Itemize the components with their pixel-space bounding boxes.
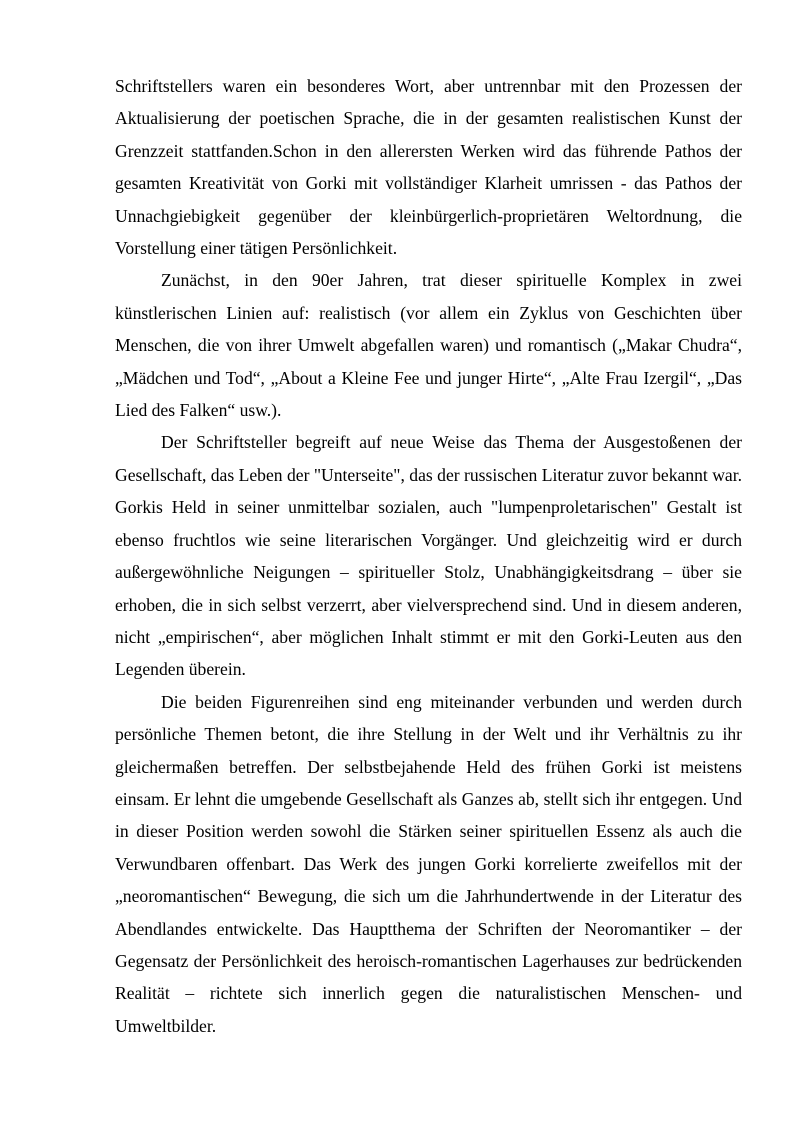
document-page bbox=[115, 70, 742, 1042]
paragraph: Zunächst, in den 90er Jahren, trat dieser spirituelle Komplex in zwei künstlerischen Linien auf: realistisch (vor allem ein Zyklus von Geschichten über Menschen, die von ihrer Umwelt abgefallen waren) und romantisch („Makar Chudra“, „Mädchen und Tod“, „About a Kleine Fee und junger Hirte“, „Alte Frau Izergil“, „Das Lied des Falken“ usw.). bbox=[115, 270, 742, 421]
paragraph-continuation: Schriftstellers waren ein besonderes Wort, aber untrennbar mit den Prozessen der Aktualisierung der poetischen Sprache, die in der gesamten realistischen Kunst der Grenzzeit stattfanden.Schon in den allerersten Werken wird das führende Pathos der gesamten Kreativität von Gorki mit vollständiger Klarheit umrissen - das Pathos der Unnachgiebigkeit gegenüber der kleinbürgerlich-proprietären Weltordnung, die Vorstellung einer tätigen Persönlichkeit. bbox=[115, 76, 742, 259]
paragraph: Die beiden Figurenreihen sind eng miteinander verbunden und werden durch persönliche Themen betont, die ihre Stellung in der Welt und ihr Verhältnis zu ihr gleichermaßen betreffen. Der selbstbejahende Held des frühen Gorki ist meistens einsam. Er lehnt die umgebende Gesellschaft als Ganzes ab, stellt sich ihr entgegen. Und in dieser Position werden sowohl die Stärken seiner spirituellen Essenz als auch die Verwundbaren offenbart. Das Werk des jungen Gorki korrelierte zweifellos mit der „neoromantischen“ Bewegung, die sich um die Jahrhundertwende in der Literatur des Abendlandes entwickelte. Das Hauptthema der Schriften der Neoromantiker – der Gegensatz der Persönlichkeit des heroisch-romantischen Lagerhauses zur bedrückenden Realität – richtete sich innerlich gegen die naturalistischen Menschen- und Umweltbilder. bbox=[115, 691, 742, 1036]
paragraph: Der Schriftsteller begreift auf neue Weise das Thema der Ausgestoßenen der Gesellschaft, das Leben der "Unterseite", das der russischen Literatur zuvor bekannt war. Gorkis Held in seiner unmittelbar sozialen, auch "lumpenproletarischen" Gestalt ist ebenso fruchtlos wie seine literarischen Vorgänger. Und gleichzeitig wird er durch außergewöhnliche Neigungen – spiritueller Stolz, Unabhängigkeitsdrang – über sie erhoben, die in sich selbst verzerrt, aber vielversprechend sind. Und in diesem anderen, nicht „empirischen“, aber möglichen Inhalt stimmt er mit den Gorki-Leuten aus den Legenden überein. bbox=[115, 432, 742, 680]
